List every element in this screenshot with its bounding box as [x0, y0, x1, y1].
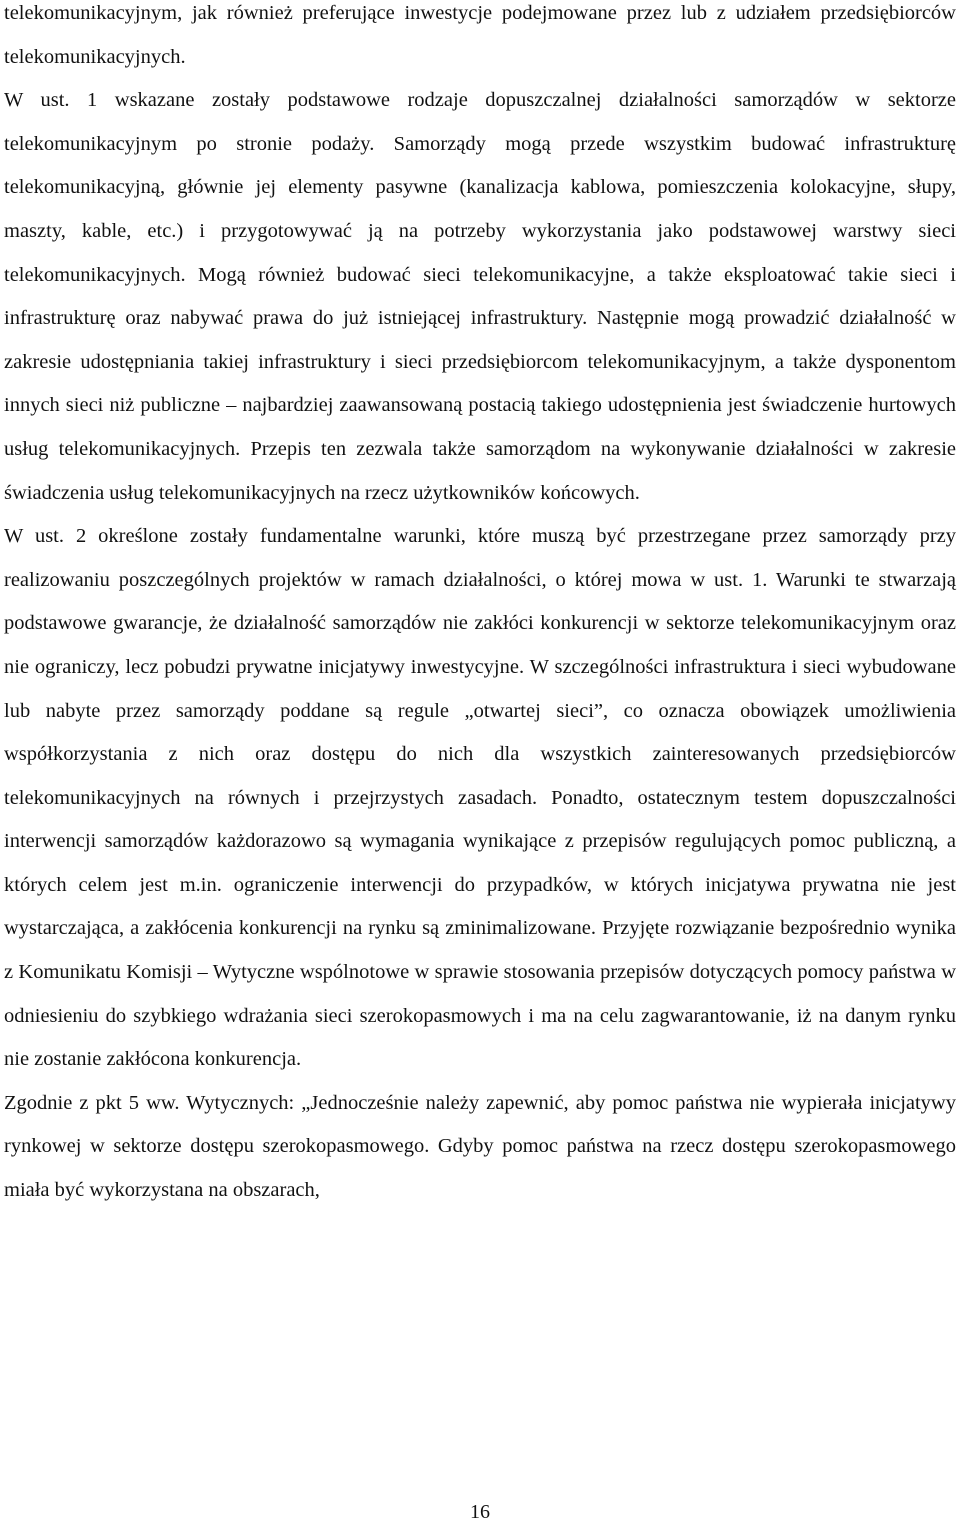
page-number: 16	[470, 1501, 490, 1523]
paragraph-ust-1: W ust. 1 wskazane zostały podstawowe rodzaje dopuszczalnej działalności samorządów w sektorze telekomunikacyjnym po stronie podaży. Samorządy mogą przede wszystkim budować infrastrukturę telekomunikacyjną, głównie jej elementy pasywne (kanalizacja kablowa, pomieszczenia kolokacyjne, słupy, maszty, kable, etc.) i przygotowywać ją na potrzeby wykorzystania jako podstawowej warstwy sieci telekomunikacyjnych. Mogą również budować sieci telekomunikacyjne, a także eksploatować takie sieci i infrastrukturę oraz nabywać prawa do już istniejącej infrastruktury. Następnie mogą prowadzić działalność w zakresie udostępniania takiej infrastruktury i sieci przedsiębiorcom telekomunikacyjnym, a także dysponentom innych sieci niż publiczne – najbardziej zaawansowaną postacią takiego udostępnienia jest świadczenie hurtowych usług telekomunikacyjnych. Przepis ten zezwala także samorządom na wykonywanie działalności w zakresie świadczenia usług telekomunikacyjnych na rzecz użytkowników końcowych.	[4, 89, 956, 504]
paragraph-ust-2: W ust. 2 określone zostały fundamentalne warunki, które muszą być przestrzegane przez samorządy przy realizowaniu poszczególnych projektów w ramach działalności, o której mowa w ust. 1. Warunki te stwarzają podstawowe gwarancje, że działalność samorządów nie zakłóci konkurencji w sektorze telekomunikacyjnym oraz nie ograniczy, lecz pobudzi prywatne inicjatywy inwestycyjne. W szczególności infrastruktura i sieci wybudowane lub nabyte przez samorządy poddane są regule „otwartej sieci”, co oznacza obowiązek umożliwienia współkorzystania z nich oraz dostępu do nich dla wszystkich zainteresowanych przedsiębiorców telekomunikacyjnych na równych i przejrzystych zasadach. Ponadto, ostatecznym testem dopuszczalności interwencji samorządów każdorazowo są wymagania wynikające z przepisów regulujących pomoc publiczną, a których celem jest m.in. ograniczenie interwencji do przypadków, w których inicjatywa prywatna nie jest wystarczająca, a zakłócenia konkurencji na rynku są zminimalizowane. Przyjęte rozwiązanie bezpośrednio wynika z Komunikatu Komisji – Wytyczne wspólnotowe w sprawie stosowania przepisów dotyczących pomocy państwa w odniesieniu do szybkiego wdrażania sieci szerokopasmowych i ma na celu zagwarantowanie, iż na danym rynku nie zostanie zakłócona konkurencja.	[4, 525, 956, 1071]
paragraph-continuation: telekomunikacyjnym, jak również preferujące inwestycje podejmowane przez lub z udziałem przedsiębiorców telekomunikacyjnych.	[4, 2, 956, 68]
document-body	[4, 0, 956, 1213]
paragraph-wytyczne: Zgodnie z pkt 5 ww. Wytycznych: „Jednocześnie należy zapewnić, aby pomoc państwa nie wypierała inicjatywy rynkowej w sektorze dostępu szerokopasmowego. Gdyby pomoc państwa na rzecz dostępu szerokopasmowego miała być wykorzystana na obszarach,	[4, 1091, 956, 1202]
